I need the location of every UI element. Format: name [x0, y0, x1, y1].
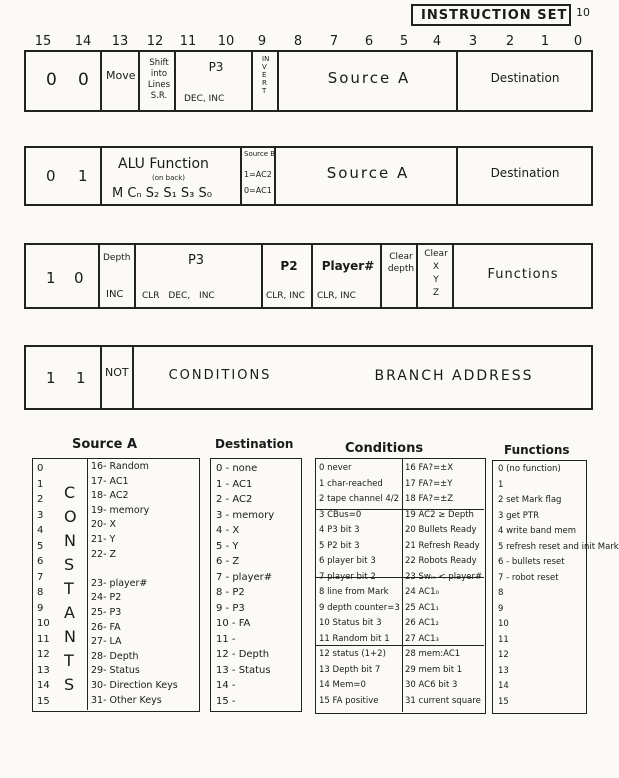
conditions-group-line [316, 645, 484, 646]
condition-item: 28 mem:AC1 [405, 649, 461, 659]
condition-item: 19 AC2 ≥ Depth [405, 509, 474, 520]
alu-note: (on back) [152, 174, 186, 182]
destination-item: 5 - Y [216, 540, 239, 552]
condition-item: 17 FA?=±Y [405, 478, 453, 489]
source-a-item: 23- player# [91, 577, 148, 589]
instruction-row-counters [24, 243, 593, 309]
destination-item: 8 - P2 [216, 587, 245, 598]
alu-function-field [100, 148, 242, 204]
functions-field [452, 245, 591, 307]
opcode-bit-14: 1 [76, 369, 86, 387]
condition-item: 4 P3 bit 3 [319, 525, 360, 535]
depth-label: Depth [103, 253, 131, 263]
source-a-item: 20- X [91, 519, 117, 531]
condition-item: 12 status (1+2) [319, 649, 386, 659]
condition-item: 20 Bullets Ready [405, 525, 477, 535]
source-a-code: 14 [37, 680, 50, 691]
bit-number: 12 [146, 34, 164, 49]
source-a-divider [87, 459, 88, 710]
bit-number: 13 [111, 34, 129, 49]
conditions-table [315, 458, 486, 714]
opcode-bit-14: 1 [78, 167, 88, 185]
source-a-code: 7 [37, 571, 44, 583]
clear-depth-label: Clear depth [387, 252, 415, 274]
constants-letter: A [64, 603, 75, 622]
condition-item: 11 Random bit 1 [319, 633, 390, 644]
condition-item: 23 Swᵢₙ < player# [405, 571, 483, 582]
function-item: 12 [498, 650, 509, 660]
constants-letter: T [64, 579, 74, 598]
function-item: 3 get PTR [498, 510, 539, 521]
instruction-row-move [24, 50, 593, 112]
condition-item: 10 Status bit 3 [319, 618, 382, 628]
destination-field [456, 148, 591, 204]
function-item: 4 write band mem [498, 526, 577, 536]
destination-field [456, 52, 591, 110]
shift-label: Shift into Lines S.R. [147, 58, 171, 101]
source-a-item: 30- Direction Keys [91, 680, 178, 691]
function-item: 13 [498, 665, 509, 676]
bit-number: 4 [432, 34, 442, 49]
source-a-label: Source A [327, 69, 411, 87]
source-a-code: 12 [37, 649, 50, 660]
p3-ops: DEC, INC [184, 94, 225, 104]
destination-item: 4 - X [216, 525, 240, 536]
bit-number: 2 [505, 34, 515, 49]
source-a-table [32, 458, 200, 712]
condition-item: 26 AC1₂ [405, 618, 439, 628]
condition-item: 15 FA positive [319, 695, 379, 706]
p3-field [174, 52, 253, 110]
source-a-item: 16- Random [91, 461, 149, 472]
source-b-ac1: 0=AC1 [244, 186, 272, 195]
source-b-select-field [240, 148, 276, 204]
opcode-bit-15: 1 [46, 269, 56, 287]
destination-item: 7 - player# [216, 571, 273, 583]
source-a-item: 18- AC2 [91, 490, 129, 502]
condition-item: 7 player bit 2 [319, 571, 376, 582]
instruction-row-branch [24, 345, 593, 410]
functions-heading: Functions [504, 443, 570, 457]
source-a-code: 9 [37, 602, 44, 614]
conditions-heading: Conditions [345, 441, 424, 456]
destination-label: Destination [490, 166, 560, 180]
clear-z: Z [432, 288, 440, 298]
bit-number: 0 [573, 34, 583, 49]
functions-label: Functions [487, 267, 559, 282]
source-a-item: 21- Y [91, 534, 116, 545]
condition-item: 0 never [319, 463, 352, 473]
source-a-code: 5 [37, 540, 44, 552]
conditions-field [132, 347, 308, 408]
source-b-ac2: 1=AC2 [244, 170, 272, 179]
source-a-code: 10 [37, 618, 50, 629]
move-field [100, 52, 140, 110]
p2-label: P2 [280, 259, 298, 273]
branch-address-label: BRANCH ADDRESS [374, 368, 534, 384]
destination-item: 10 - FA [216, 618, 251, 629]
source-a-item: 26- FA [91, 621, 121, 633]
not-field [100, 347, 134, 408]
p2-ops: CLR, INC [266, 291, 305, 301]
constants-letter: N [64, 627, 76, 646]
move-label: Move [106, 69, 136, 82]
clear-x: X [432, 262, 440, 272]
source-a-code: 4 [37, 525, 44, 536]
function-item: 2 set Mark flag [498, 495, 562, 505]
function-item: 7 - robot reset [498, 572, 559, 583]
source-a-code: 13 [37, 664, 50, 676]
function-item: 0 (no function) [498, 464, 561, 474]
condition-item: 29 mem bit 1 [405, 664, 463, 675]
destination-item: 11 - [216, 633, 236, 645]
function-item: 15 [498, 696, 509, 707]
player-label: Player# [321, 259, 375, 273]
alu-function-label: ALU Function [118, 156, 209, 172]
clear-xyz-field [416, 245, 454, 307]
condition-item: 25 AC1₁ [405, 602, 439, 613]
clear-y: Y [433, 275, 439, 285]
source-a-item: 28- Depth [91, 650, 139, 662]
condition-item: 13 Depth bit 7 [319, 664, 381, 675]
source-a-code: 1 [37, 478, 44, 490]
condition-item: 16 FA?=±X [405, 463, 454, 473]
destination-heading: Destination [215, 437, 294, 451]
condition-item: 21 Refresh Ready [405, 540, 480, 551]
page-number: 10 [576, 6, 590, 19]
constants-letter: N [64, 531, 76, 550]
page-title: INSTRUCTION SET [411, 4, 571, 26]
opcode-bit-15: 0 [46, 70, 57, 90]
source-a-code: 15 [37, 695, 50, 707]
branch-address-field [306, 347, 591, 408]
condition-item: 1 char-reached [319, 478, 383, 489]
depth-ops: INC [106, 289, 124, 300]
function-item: 5 refresh reset and init Mark [498, 541, 619, 552]
shift-field [138, 52, 176, 110]
opcode-bit-14: 0 [74, 269, 84, 287]
condition-item: 3 CBus=0 [319, 509, 362, 520]
destination-item: 12 - Depth [216, 649, 270, 660]
condition-item: 5 P2 bit 3 [319, 540, 360, 551]
depth-field [98, 245, 136, 307]
invert-label: INVERT [262, 55, 270, 95]
p3-counter-field [134, 245, 263, 307]
function-item: 11 [498, 634, 509, 645]
bit-number: 15 [34, 34, 52, 49]
bit-number: 7 [329, 34, 339, 49]
bit-number: 10 [217, 34, 235, 49]
bit-number: 6 [364, 34, 374, 49]
destination-item: 6 - Z [216, 556, 240, 567]
conditions-label: CONDITIONS [168, 368, 272, 383]
source-a-item: 24- P2 [91, 592, 122, 604]
clear-depth-field [380, 245, 418, 307]
destination-item: 0 - none [216, 463, 258, 474]
instruction-row-alu [24, 146, 593, 206]
function-item: 6 - bullets reset [498, 557, 565, 567]
bit-number: 14 [74, 34, 92, 49]
destination-item: 13 - Status [216, 664, 271, 676]
condition-item: 24 AC1₀ [405, 587, 439, 597]
destination-label: Destination [490, 71, 560, 85]
function-item: 8 [498, 588, 504, 598]
source-a-code: 0 [37, 463, 44, 474]
p3-ops: CLR DEC, INC [142, 291, 215, 301]
source-b-label: Source B [244, 150, 276, 158]
constants-letter: C [64, 483, 76, 502]
conditions-divider [402, 459, 403, 712]
source-a-item: 22- Z [91, 548, 117, 560]
condition-item: 2 tape channel 4/2 [319, 494, 399, 504]
function-item: 10 [498, 619, 509, 629]
source-a-code: 2 [37, 494, 44, 505]
bit-number: 1 [540, 34, 550, 49]
functions-table [492, 460, 619, 714]
destination-item: 2 - AC2 [216, 494, 253, 505]
condition-item: 8 line from Mark [319, 587, 389, 597]
constants-letter: T [64, 651, 74, 670]
bit-number: 9 [257, 34, 267, 49]
source-a-item: 31- Other Keys [91, 694, 162, 706]
destination-item: 3 - memory [216, 509, 275, 521]
condition-item: 22 Robots Ready [405, 556, 477, 566]
p2-counter-field [261, 245, 313, 307]
source-a-item: 27- LA [91, 636, 122, 648]
destination-item: 1 - AC1 [216, 478, 253, 490]
player-counter-field [311, 245, 382, 307]
function-item: 14 [498, 681, 509, 691]
alu-bits: M Cₙ S₂ S₁ S₃ S₀ [112, 186, 212, 201]
constants-letter: S [64, 675, 75, 694]
bit-number: 8 [293, 34, 303, 49]
bit-number: 11 [179, 34, 197, 49]
destination-item: 9 - P3 [216, 602, 245, 614]
destination-item: 15 - [216, 695, 236, 707]
opcode-bit-15: 1 [46, 369, 56, 387]
source-a-code: 3 [37, 509, 44, 521]
condition-item: 18 FA?=±Z [405, 494, 454, 504]
source-a-item: 17- AC1 [91, 475, 129, 487]
condition-item: 31 current square [405, 695, 481, 706]
condition-item: 30 AC6 bit 3 [405, 680, 458, 690]
source-a-code: 6 [37, 556, 44, 567]
source-a-item: 19- memory [91, 504, 150, 516]
source-a-label: Source A [326, 164, 410, 182]
clear-xyz-label: Clear [424, 249, 448, 259]
p3-label: P3 [208, 60, 224, 74]
condition-item: 9 depth counter=3 [319, 602, 400, 613]
constants-letter: O [64, 507, 77, 526]
source-a-field [274, 148, 458, 204]
opcode-bit-14: 0 [78, 70, 89, 90]
destination-item: 14 - [216, 680, 236, 691]
condition-item: 27 AC1₃ [405, 633, 439, 644]
source-a-item: 25- P3 [91, 607, 122, 618]
condition-item: 6 player bit 3 [319, 556, 376, 566]
function-item: 9 [498, 603, 504, 614]
p3-label: P3 [187, 253, 205, 268]
not-label: NOT [105, 366, 129, 379]
condition-item: 14 Mem=0 [319, 680, 366, 690]
source-a-heading: Source A [72, 437, 138, 452]
player-ops: CLR, INC [317, 291, 356, 301]
function-item: 1 [498, 479, 504, 490]
source-a-code: 8 [37, 587, 44, 598]
destination-table [210, 458, 302, 712]
bit-number: 3 [468, 34, 478, 49]
constants-letter: S [64, 555, 75, 574]
opcode-bit-15: 0 [46, 167, 56, 185]
source-a-item: 29- Status [91, 665, 140, 677]
source-a-code: 11 [37, 633, 50, 645]
invert-field [251, 52, 279, 110]
source-a-field [277, 52, 458, 110]
bit-number: 5 [399, 34, 409, 49]
